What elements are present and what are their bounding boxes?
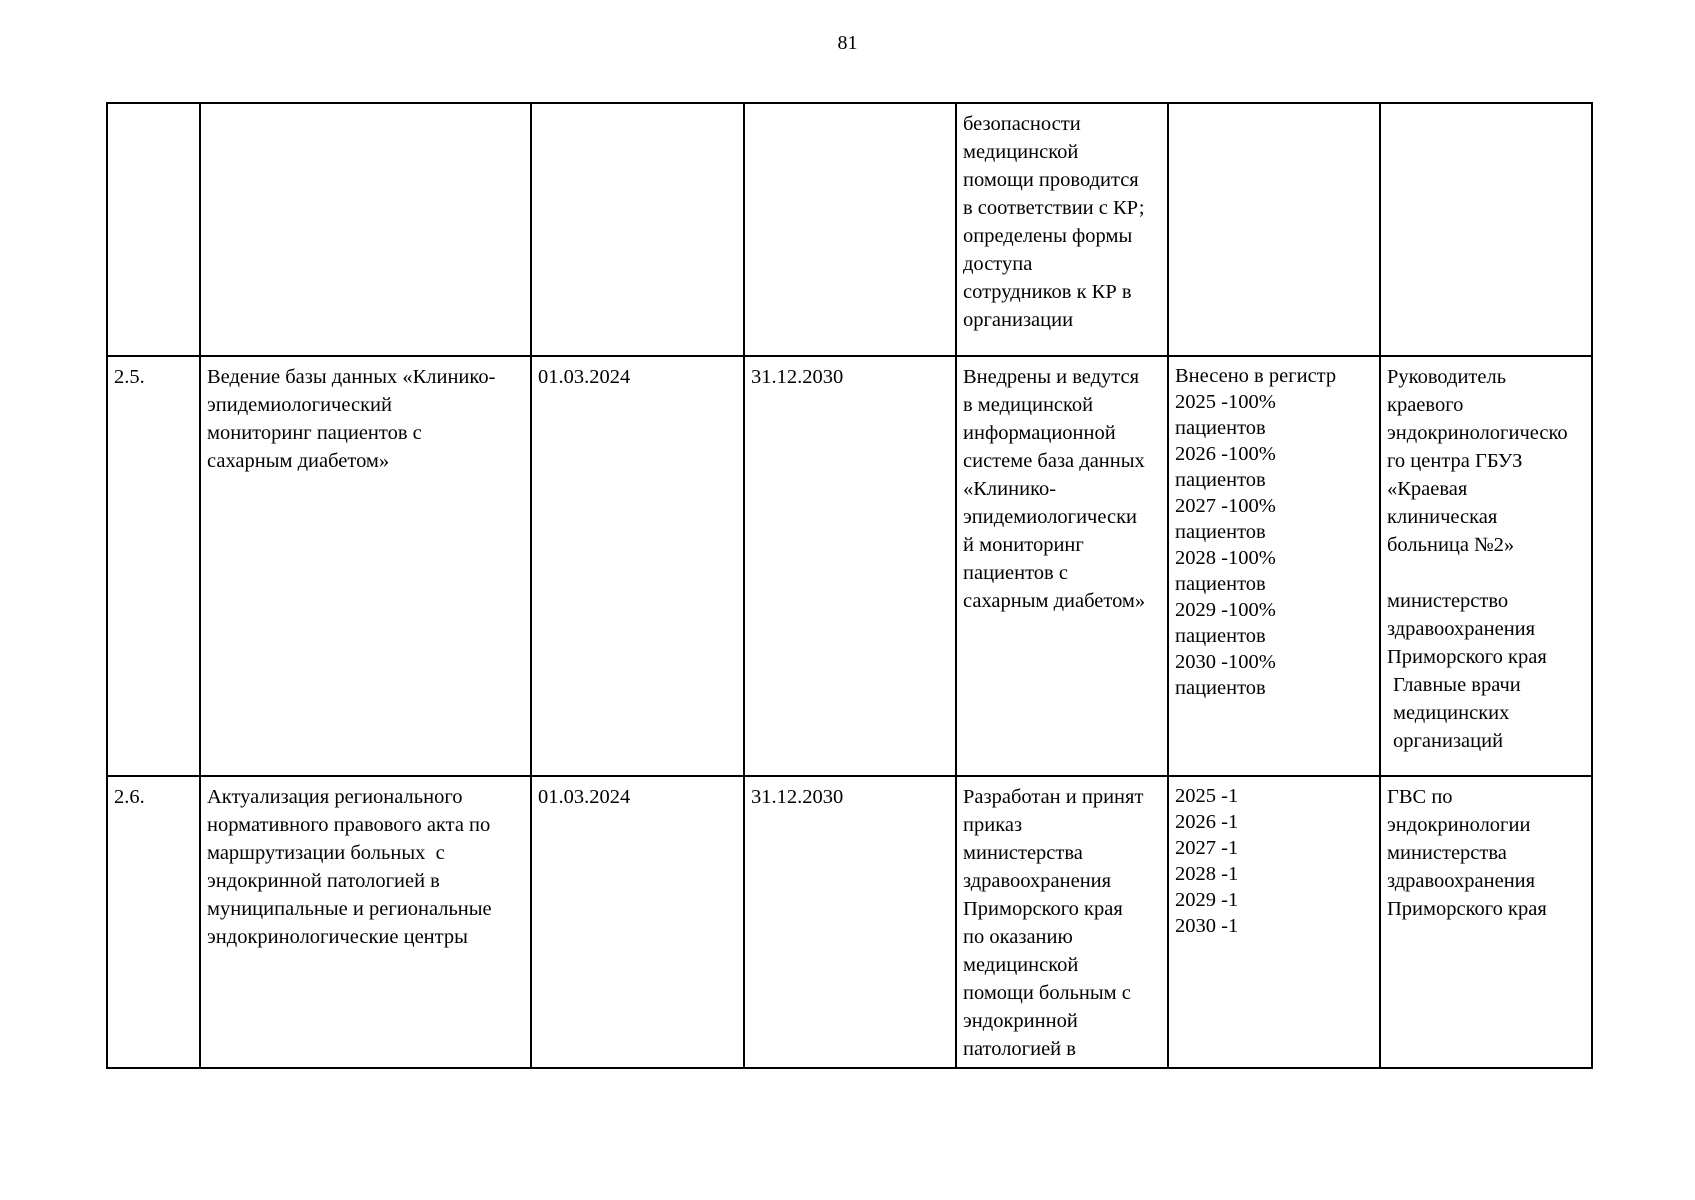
- responsible-line: го центра ГБУЗ: [1387, 450, 1523, 472]
- metric-line: 2026 -1: [1175, 811, 1239, 833]
- expected-result-cell: [956, 776, 1168, 1068]
- result-line: Разработан и принят: [963, 786, 1144, 808]
- title-line: эндокринной патологией в: [207, 870, 440, 892]
- table-row: [107, 356, 1592, 776]
- row-number: 2.5.: [114, 366, 145, 388]
- row-number: 2.6.: [114, 786, 145, 808]
- metric-line: 2026 -100%: [1175, 443, 1276, 465]
- result-line: помощи проводится: [963, 169, 1139, 191]
- start-date-cell: [531, 356, 744, 776]
- metric-line: пациентов: [1175, 417, 1266, 439]
- responsible-line: клиническая: [1387, 506, 1498, 528]
- metric-line: 2030 -1: [1175, 915, 1239, 937]
- responsible-cell: [1380, 776, 1592, 1068]
- result-line: министерства: [963, 842, 1083, 864]
- responsible-line: Приморского края: [1387, 646, 1547, 668]
- responsible-line: министерство: [1387, 590, 1509, 612]
- result-line: информационной: [963, 422, 1116, 444]
- end-date-cell: [744, 356, 956, 776]
- metric-line: 2028 -1: [1175, 863, 1239, 885]
- title-line: Ведение базы данных «Клинико-: [207, 366, 496, 388]
- title-line: эпидемиологический: [207, 394, 392, 416]
- activity-title-cell: [200, 776, 531, 1068]
- result-line: эпидемиологически: [963, 506, 1137, 528]
- responsible-line: министерства: [1387, 842, 1507, 864]
- activity-title-cell: [200, 356, 531, 776]
- result-line: сахарным диабетом»: [963, 590, 1146, 612]
- metric-line: 2030 -100%: [1175, 651, 1276, 673]
- metric-line: 2027 -100%: [1175, 495, 1276, 517]
- result-line: эндокринной: [963, 1010, 1078, 1032]
- metric-line: 2029 -100%: [1175, 599, 1276, 621]
- result-line: здравоохранения: [963, 870, 1112, 892]
- target-metric-cell: [1168, 776, 1380, 1068]
- responsible-line: краевого: [1387, 394, 1464, 416]
- responsible-line: больница №2»: [1387, 534, 1515, 556]
- row-number-cell: [107, 103, 200, 356]
- result-line: в соответствии с КР;: [963, 197, 1145, 219]
- result-line: помощи больным с: [963, 982, 1131, 1004]
- row-number-cell: [107, 776, 200, 1068]
- result-line: пациентов с: [963, 562, 1068, 584]
- result-line: системе база данных: [963, 450, 1145, 472]
- result-line: по оказанию: [963, 926, 1073, 948]
- paragraph-gap: [1387, 559, 1585, 587]
- metric-line: пациентов: [1175, 573, 1266, 595]
- responsible-line: эндокринологии: [1387, 814, 1531, 836]
- responsible-line: медицинских: [1393, 702, 1510, 724]
- target-metric-cell: [1168, 356, 1380, 776]
- metric-line: пациентов: [1175, 521, 1266, 543]
- result-line: доступа: [963, 253, 1033, 275]
- responsible-cell: [1380, 103, 1592, 356]
- result-line: й мониторинг: [963, 534, 1084, 556]
- row-number-cell: [107, 356, 200, 776]
- title-line: мониторинг пациентов с: [207, 422, 422, 444]
- result-line: Приморского края: [963, 898, 1123, 920]
- result-line: безопасности: [963, 113, 1081, 135]
- activity-title-cell: [200, 103, 531, 356]
- metric-line: 2027 -1: [1175, 837, 1239, 859]
- responsible-line: Главные врачи: [1393, 674, 1521, 696]
- responsible-line: эндокринологическо: [1387, 422, 1568, 444]
- page-number: 81: [837, 32, 858, 54]
- responsible-line: «Краевая: [1387, 478, 1468, 500]
- title-line: эндокринологические центры: [207, 926, 468, 948]
- result-line: медицинской: [963, 954, 1079, 976]
- expected-result-cell: [956, 103, 1168, 356]
- metric-line: 2029 -1: [1175, 889, 1239, 911]
- metric-line: 2025 -1: [1175, 785, 1239, 807]
- action-plan-table: [106, 102, 1593, 1069]
- metric-line: пациентов: [1175, 677, 1266, 699]
- title-line: маршрутизации больных с: [207, 842, 445, 864]
- end-date-cell: [744, 103, 956, 356]
- table-row: [107, 776, 1592, 1068]
- metric-line: пациентов: [1175, 625, 1266, 647]
- metric-line: 2025 -100%: [1175, 391, 1276, 413]
- expected-result-cell: [956, 356, 1168, 776]
- responsible-line: здравоохранения: [1387, 618, 1536, 640]
- responsible-line: здравоохранения: [1387, 870, 1536, 892]
- responsible-cell: [1380, 356, 1592, 776]
- responsible-line: Руководитель: [1387, 366, 1507, 388]
- responsible-line: Приморского края: [1387, 898, 1547, 920]
- start-date: 01.03.2024: [538, 786, 631, 808]
- result-line: организации: [963, 309, 1074, 331]
- end-date: 31.12.2030: [751, 786, 844, 808]
- title-line: Актуализация регионального: [207, 786, 463, 808]
- end-date: 31.12.2030: [751, 366, 844, 388]
- result-line: «Клинико-: [963, 478, 1057, 500]
- start-date-cell: [531, 103, 744, 356]
- result-line: в медицинской: [963, 394, 1094, 416]
- result-line: Внедрены и ведутся: [963, 366, 1140, 388]
- result-line: сотрудников к КР в: [963, 281, 1132, 303]
- title-line: сахарным диабетом»: [207, 450, 390, 472]
- start-date-cell: [531, 776, 744, 1068]
- metric-line: 2028 -100%: [1175, 547, 1276, 569]
- responsible-line: организаций: [1393, 730, 1504, 752]
- start-date: 01.03.2024: [538, 366, 631, 388]
- responsible-line: ГВС по: [1387, 786, 1453, 808]
- metric-line: Внесено в регистр: [1175, 365, 1337, 387]
- result-line: патологией в: [963, 1038, 1076, 1060]
- target-metric-cell: [1168, 103, 1380, 356]
- title-line: муниципальные и региональные: [207, 898, 492, 920]
- result-line: приказ: [963, 814, 1023, 836]
- title-line: нормативного правового акта по: [207, 814, 491, 836]
- table-row: [107, 103, 1592, 356]
- result-line: определены формы: [963, 225, 1133, 247]
- end-date-cell: [744, 776, 956, 1068]
- metric-line: пациентов: [1175, 469, 1266, 491]
- result-line: медицинской: [963, 141, 1079, 163]
